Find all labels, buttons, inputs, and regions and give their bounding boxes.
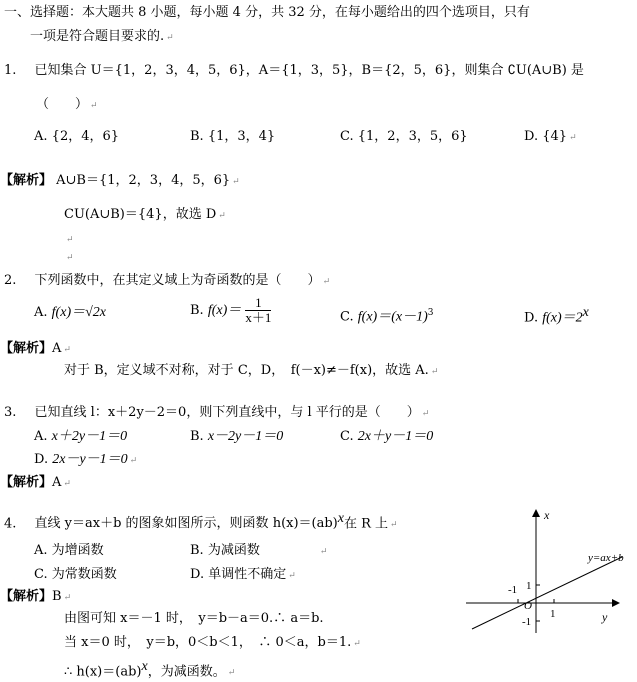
option-letter: B. bbox=[190, 129, 204, 144]
option-letter: D. bbox=[524, 129, 539, 144]
q4-analysis bbox=[0, 588, 71, 607]
return-mark: ↵ bbox=[430, 367, 439, 377]
option-text: 为增函数 bbox=[51, 543, 104, 558]
q4-analysis-2 bbox=[64, 610, 324, 628]
return-mark: ↵ bbox=[569, 133, 577, 143]
option-text: {1，2，3，5，6} bbox=[357, 129, 468, 144]
option-letter: C. bbox=[340, 129, 354, 144]
option-letter: D. bbox=[190, 567, 205, 582]
q2-answer: A bbox=[52, 341, 62, 356]
q2-option-d bbox=[524, 304, 589, 327]
q1-analysis-line1: A∪B＝{1，2，3，4，5，6} bbox=[56, 173, 231, 188]
tick-label-1-x: 1 bbox=[550, 608, 556, 620]
vertical-axis-arrow bbox=[532, 509, 540, 517]
fraction-denominator: x＋1 bbox=[245, 310, 272, 325]
blank-line bbox=[64, 248, 74, 267]
blank-line bbox=[64, 230, 74, 249]
option-letter: A. bbox=[34, 129, 48, 144]
q1-number: 1. bbox=[4, 63, 17, 78]
fraction-numerator: 1 bbox=[245, 296, 271, 311]
q3-option-c bbox=[340, 428, 433, 446]
option-letter: D. bbox=[524, 310, 539, 326]
q2-number: 2. bbox=[4, 273, 17, 288]
q2-analysis bbox=[0, 340, 71, 359]
return-mark: ↵ bbox=[421, 409, 430, 419]
q3-option-a bbox=[34, 428, 127, 446]
section-heading-line1: 一、选择题：本大题共 8 小题，每小题 4 分，共 32 分，在每小题给出的四个选项目，只有 bbox=[4, 5, 530, 20]
return-mark: ↵ bbox=[319, 547, 328, 557]
analysis-label: 【解析】 bbox=[0, 341, 53, 356]
q4-stem bbox=[4, 510, 398, 534]
q4-option-b bbox=[190, 542, 327, 561]
superscript: x bbox=[141, 659, 148, 674]
return-mark: ↵ bbox=[288, 571, 296, 581]
option-text: 单调性不确定 bbox=[208, 567, 287, 582]
q4-answer: B bbox=[52, 589, 62, 604]
return-mark: ↵ bbox=[227, 668, 236, 679]
q2-stem-text: 下列函数中，在其定义域上为奇函数的是（ ） bbox=[34, 273, 321, 288]
return-mark: ↵ bbox=[322, 277, 331, 287]
option-text: x－2y－1＝0 bbox=[207, 429, 284, 444]
q1-analysis bbox=[0, 172, 240, 191]
option-text: {4} bbox=[542, 129, 568, 144]
q4-analysis-3 bbox=[64, 634, 361, 653]
q3-answer: A bbox=[52, 475, 62, 490]
q1-option-d bbox=[524, 128, 577, 147]
q4-analysis-line3: ∴ h(x)＝(ab) bbox=[64, 664, 142, 680]
q4-analysis-line1: 由图可知 x＝－1 时， y＝b－a＝0.∴ a＝b. bbox=[64, 611, 324, 626]
horizontal-axis-arrow bbox=[612, 599, 620, 607]
option-letter: C. bbox=[340, 309, 354, 325]
analysis-label: 【解析】 bbox=[0, 589, 53, 604]
option-letter: B. bbox=[190, 303, 204, 318]
return-mark: ↵ bbox=[63, 479, 71, 489]
graph-line bbox=[472, 557, 622, 629]
q4-analysis-4 bbox=[64, 658, 235, 682]
option-letter: B. bbox=[190, 543, 204, 558]
q2-analysis-2 bbox=[64, 362, 438, 381]
section-heading-line2: 一项是符合题目要求的. bbox=[30, 29, 165, 44]
option-text: {1，3，4} bbox=[207, 129, 276, 144]
option-letter: C. bbox=[340, 429, 354, 444]
superscript: 3 bbox=[427, 308, 434, 318]
option-text: {2，4，6} bbox=[51, 129, 120, 144]
option-text: x＋2y－1＝0 bbox=[51, 429, 128, 444]
return-mark: ↵ bbox=[129, 456, 138, 466]
q4-analysis-line3-tail: ，为减函数。 bbox=[147, 664, 226, 680]
q2-option-c bbox=[340, 304, 433, 326]
return-mark: ↵ bbox=[232, 177, 240, 187]
q4-figure bbox=[462, 505, 634, 635]
option-letter: B. bbox=[190, 429, 204, 444]
line-label: y=ax+b bbox=[588, 552, 624, 564]
q3-number: 3. bbox=[4, 405, 17, 420]
vertical-axis-label: x bbox=[544, 508, 550, 522]
option-letter: A. bbox=[34, 543, 48, 558]
q3-option-d bbox=[34, 451, 137, 470]
q1-option-a bbox=[34, 128, 119, 146]
q1-stem-text: 已知集合 U＝{1，2，3，4，5，6}，A＝{1，3，5}，B＝{2，5，6}，则集合 ∁U(A∪B) 是 bbox=[34, 63, 584, 78]
return-mark: ↵ bbox=[353, 639, 361, 649]
q1-analysis-line2: CU(A∪B)＝{4}，故选 D bbox=[64, 207, 217, 222]
option-text: 2x－y－1＝0 bbox=[52, 452, 128, 467]
option-text: 为减函数 bbox=[207, 543, 260, 558]
tick-label-neg1-y: -1 bbox=[522, 616, 532, 628]
option-text: 为常数函数 bbox=[51, 567, 117, 582]
section-heading bbox=[4, 4, 530, 22]
q1-paren bbox=[36, 96, 98, 115]
q1-stem bbox=[4, 62, 584, 80]
q2-stem bbox=[4, 272, 330, 291]
option-letter: D. bbox=[34, 452, 49, 467]
analysis-label: 【解析】 bbox=[0, 475, 53, 490]
return-mark: ↵ bbox=[166, 33, 174, 43]
q4-number: 4. bbox=[4, 516, 17, 532]
option-text: f(x)＝√2x bbox=[51, 305, 106, 320]
q1-paren-text: （ ） bbox=[36, 97, 89, 112]
tick-label-1-y: 1 bbox=[526, 580, 532, 592]
option-text: f(x)＝(x－1) bbox=[357, 309, 428, 325]
option-text: 2x＋y－1＝0 bbox=[357, 429, 434, 444]
horizontal-axis-label: y bbox=[602, 610, 608, 624]
return-mark: ↵ bbox=[66, 235, 74, 245]
q2-option-b bbox=[190, 296, 271, 325]
q4-stem-text: 直线 y＝ax＋b 的图象如图所示，则函数 h(x)＝(ab) bbox=[34, 516, 338, 532]
option-text: f(x)＝2 bbox=[542, 310, 583, 326]
return-mark: ↵ bbox=[90, 101, 98, 111]
option-letter: A. bbox=[34, 305, 48, 320]
q4-stem-tail: 在 R 上 bbox=[343, 516, 389, 532]
option-text: f(x)＝ bbox=[207, 303, 242, 318]
q3-option-b bbox=[190, 428, 283, 446]
return-mark: ↵ bbox=[63, 345, 71, 355]
option-letter: C. bbox=[34, 567, 48, 582]
option-letter: A. bbox=[34, 429, 48, 444]
fraction bbox=[245, 296, 271, 325]
return-mark: ↵ bbox=[390, 520, 398, 531]
q1-analysis-2 bbox=[64, 206, 226, 225]
return-mark: ↵ bbox=[66, 253, 74, 263]
q1-option-b bbox=[190, 128, 275, 146]
q4-option-d bbox=[190, 566, 296, 585]
return-mark: ↵ bbox=[218, 211, 226, 221]
q2-analysis-line1: 对于 B，定义域不对称，对于 C，D， f(－x)≠－f(x)，故选 A. bbox=[64, 363, 429, 378]
origin-label: O bbox=[524, 600, 532, 612]
q4-option-a bbox=[34, 542, 104, 560]
q1-option-c bbox=[340, 128, 468, 146]
return-mark: ↵ bbox=[63, 593, 72, 603]
q3-stem-text: 已知直线 l：x＋2y－2＝0，则下列直线中，与 l 平行的是（ ） bbox=[34, 405, 420, 420]
section-heading-2 bbox=[30, 28, 174, 47]
analysis-label: 【解析】 bbox=[0, 173, 53, 188]
tick-label-neg1-x: -1 bbox=[508, 584, 518, 596]
q3-stem bbox=[4, 404, 429, 423]
q3-analysis bbox=[0, 474, 71, 493]
q2-option-a bbox=[34, 304, 106, 322]
superscript: x bbox=[582, 305, 589, 320]
q4-option-c bbox=[34, 566, 117, 584]
q4-analysis-line2: 当 x＝0 时， y＝b，0＜b＜1， ∴ 0＜a，b＝1. bbox=[64, 635, 352, 650]
superscript: x bbox=[337, 511, 344, 526]
